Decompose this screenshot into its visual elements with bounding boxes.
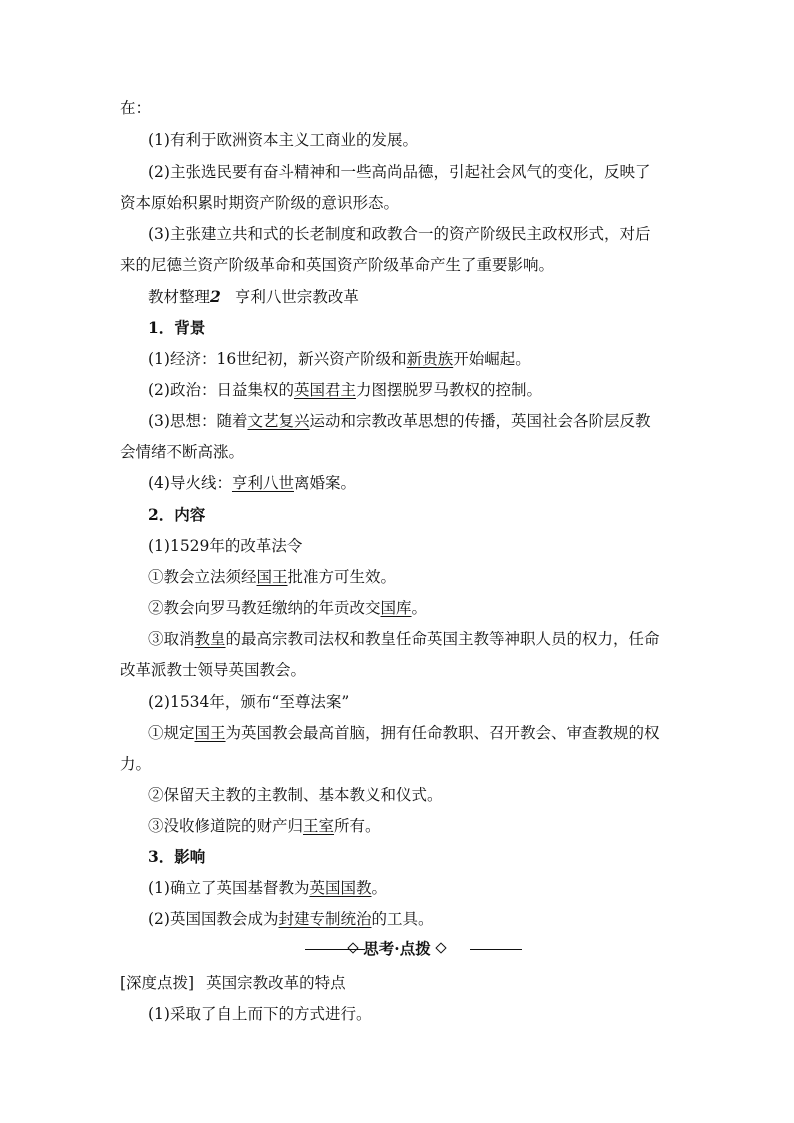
divider-label — [120, 938, 674, 960]
text: (2)政治：日益集权的 — [148, 381, 294, 399]
text-line — [148, 411, 651, 431]
text-line: (1)有利于欧洲资本主义工商业的发展。 — [148, 131, 418, 149]
text-line: 来的尼德兰资产阶级革命和英国资产阶级革命产生了重要影响。 — [120, 256, 555, 274]
text-line: (2)1534年，颁布“至尊法案” — [148, 693, 350, 711]
text: 力图摆脱罗马教权的控制。 — [355, 381, 542, 399]
text: 开始崛起。 — [453, 350, 531, 368]
underlined-term: 英国君主 — [293, 381, 356, 399]
subheading-content: 2．内容 — [148, 505, 206, 524]
text: (3)思想：随着 — [148, 412, 248, 430]
text: 为英国教会最高首脑，拥有任命教职、召开教会、审查教规的权 — [225, 724, 660, 742]
underlined-term: 新贵族 — [406, 350, 454, 368]
section-divider — [120, 938, 674, 960]
underlined-term: 封建专制统治 — [278, 910, 372, 928]
text: ①教会立法须经 — [148, 568, 257, 586]
underlined-term: 英国国教 — [309, 879, 372, 897]
text: 运动和宗教改革思想的传播，英国社会各阶层反教 — [309, 412, 651, 430]
text: (1)经济：16世纪初，新兴资产阶级和 — [148, 350, 407, 368]
underlined-term: 国王 — [194, 724, 226, 742]
text: 离婚案。 — [293, 474, 356, 492]
underlined-term: 国库 — [380, 599, 412, 617]
section-title: 亨利八世宗教改革 — [234, 288, 359, 306]
text: ①规定 — [148, 724, 195, 742]
text: ③没收修道院的财产归 — [148, 817, 304, 835]
underlined-term: 国王 — [256, 568, 288, 586]
text-line: 资本原始积累时期资产阶级的意识形态。 — [120, 194, 400, 212]
text: 所有。 — [334, 817, 381, 835]
text-line: (3)主张建立共和式的长老制度和政教合一的资产阶级民主政权形式，对后 — [148, 225, 651, 243]
section-prefix: 教材整理 — [148, 288, 211, 306]
subheading-impact: 3．影响 — [148, 847, 206, 866]
text: 批准方可生效。 — [287, 568, 397, 586]
text-line — [148, 723, 660, 743]
text: (2)英国国教会成为 — [148, 910, 279, 928]
text: 的工具。 — [371, 910, 434, 928]
text-line: 力。 — [120, 755, 152, 773]
text-line — [148, 909, 434, 929]
text: 。 — [411, 599, 428, 617]
text-line — [148, 567, 396, 587]
text-line: 在： — [120, 99, 152, 117]
text: ③取消 — [148, 630, 195, 648]
text-line — [148, 380, 542, 400]
text-line — [148, 878, 387, 898]
text-line — [148, 473, 356, 493]
text-line: 改革派教士领导英国教会。 — [120, 661, 307, 679]
text: ②教会向罗马教廷缴纳的年贡改交 — [148, 599, 381, 617]
text-line — [148, 816, 381, 836]
section-heading — [148, 287, 359, 307]
subheading-background: 1．背景 — [148, 318, 206, 337]
diamond-icon — [435, 942, 446, 953]
divider-text: 思考·点拨 — [363, 939, 431, 958]
text-line: 会情绪不断高涨。 — [120, 443, 245, 461]
text-line — [148, 629, 660, 649]
underlined-term: 王室 — [303, 817, 335, 835]
text-line: (1)采取了自上而下的方式进行。 — [148, 1005, 372, 1023]
text-line — [148, 598, 427, 618]
text: 的最高宗教司法权和教皇任命英国主教等神职人员的权力，任命 — [225, 630, 660, 648]
underlined-term: 教皇 — [194, 630, 226, 648]
text-line: (1)1529年的改革法令 — [148, 537, 303, 555]
text: (1)确立了英国基督教为 — [148, 879, 310, 897]
text-line: ②保留天主教的主教制、基本教义和仪式。 — [148, 786, 443, 804]
text-line: (2)主张选民要有奋斗精神和一些高尚品德，引起社会风气的变化，反映了 — [148, 163, 651, 181]
text: 。 — [371, 879, 387, 897]
underlined-term: 亨利八世 — [231, 474, 294, 492]
text: (4)导火线： — [148, 474, 232, 492]
text-line — [148, 349, 531, 369]
topic-title: 英国宗教改革的特点 — [206, 974, 346, 992]
underlined-term: 文艺复兴 — [247, 412, 310, 430]
tag-label: [深度点拨] — [120, 974, 195, 992]
text-line — [120, 973, 346, 993]
section-number: 2 — [210, 287, 221, 306]
diamond-icon — [348, 942, 359, 953]
